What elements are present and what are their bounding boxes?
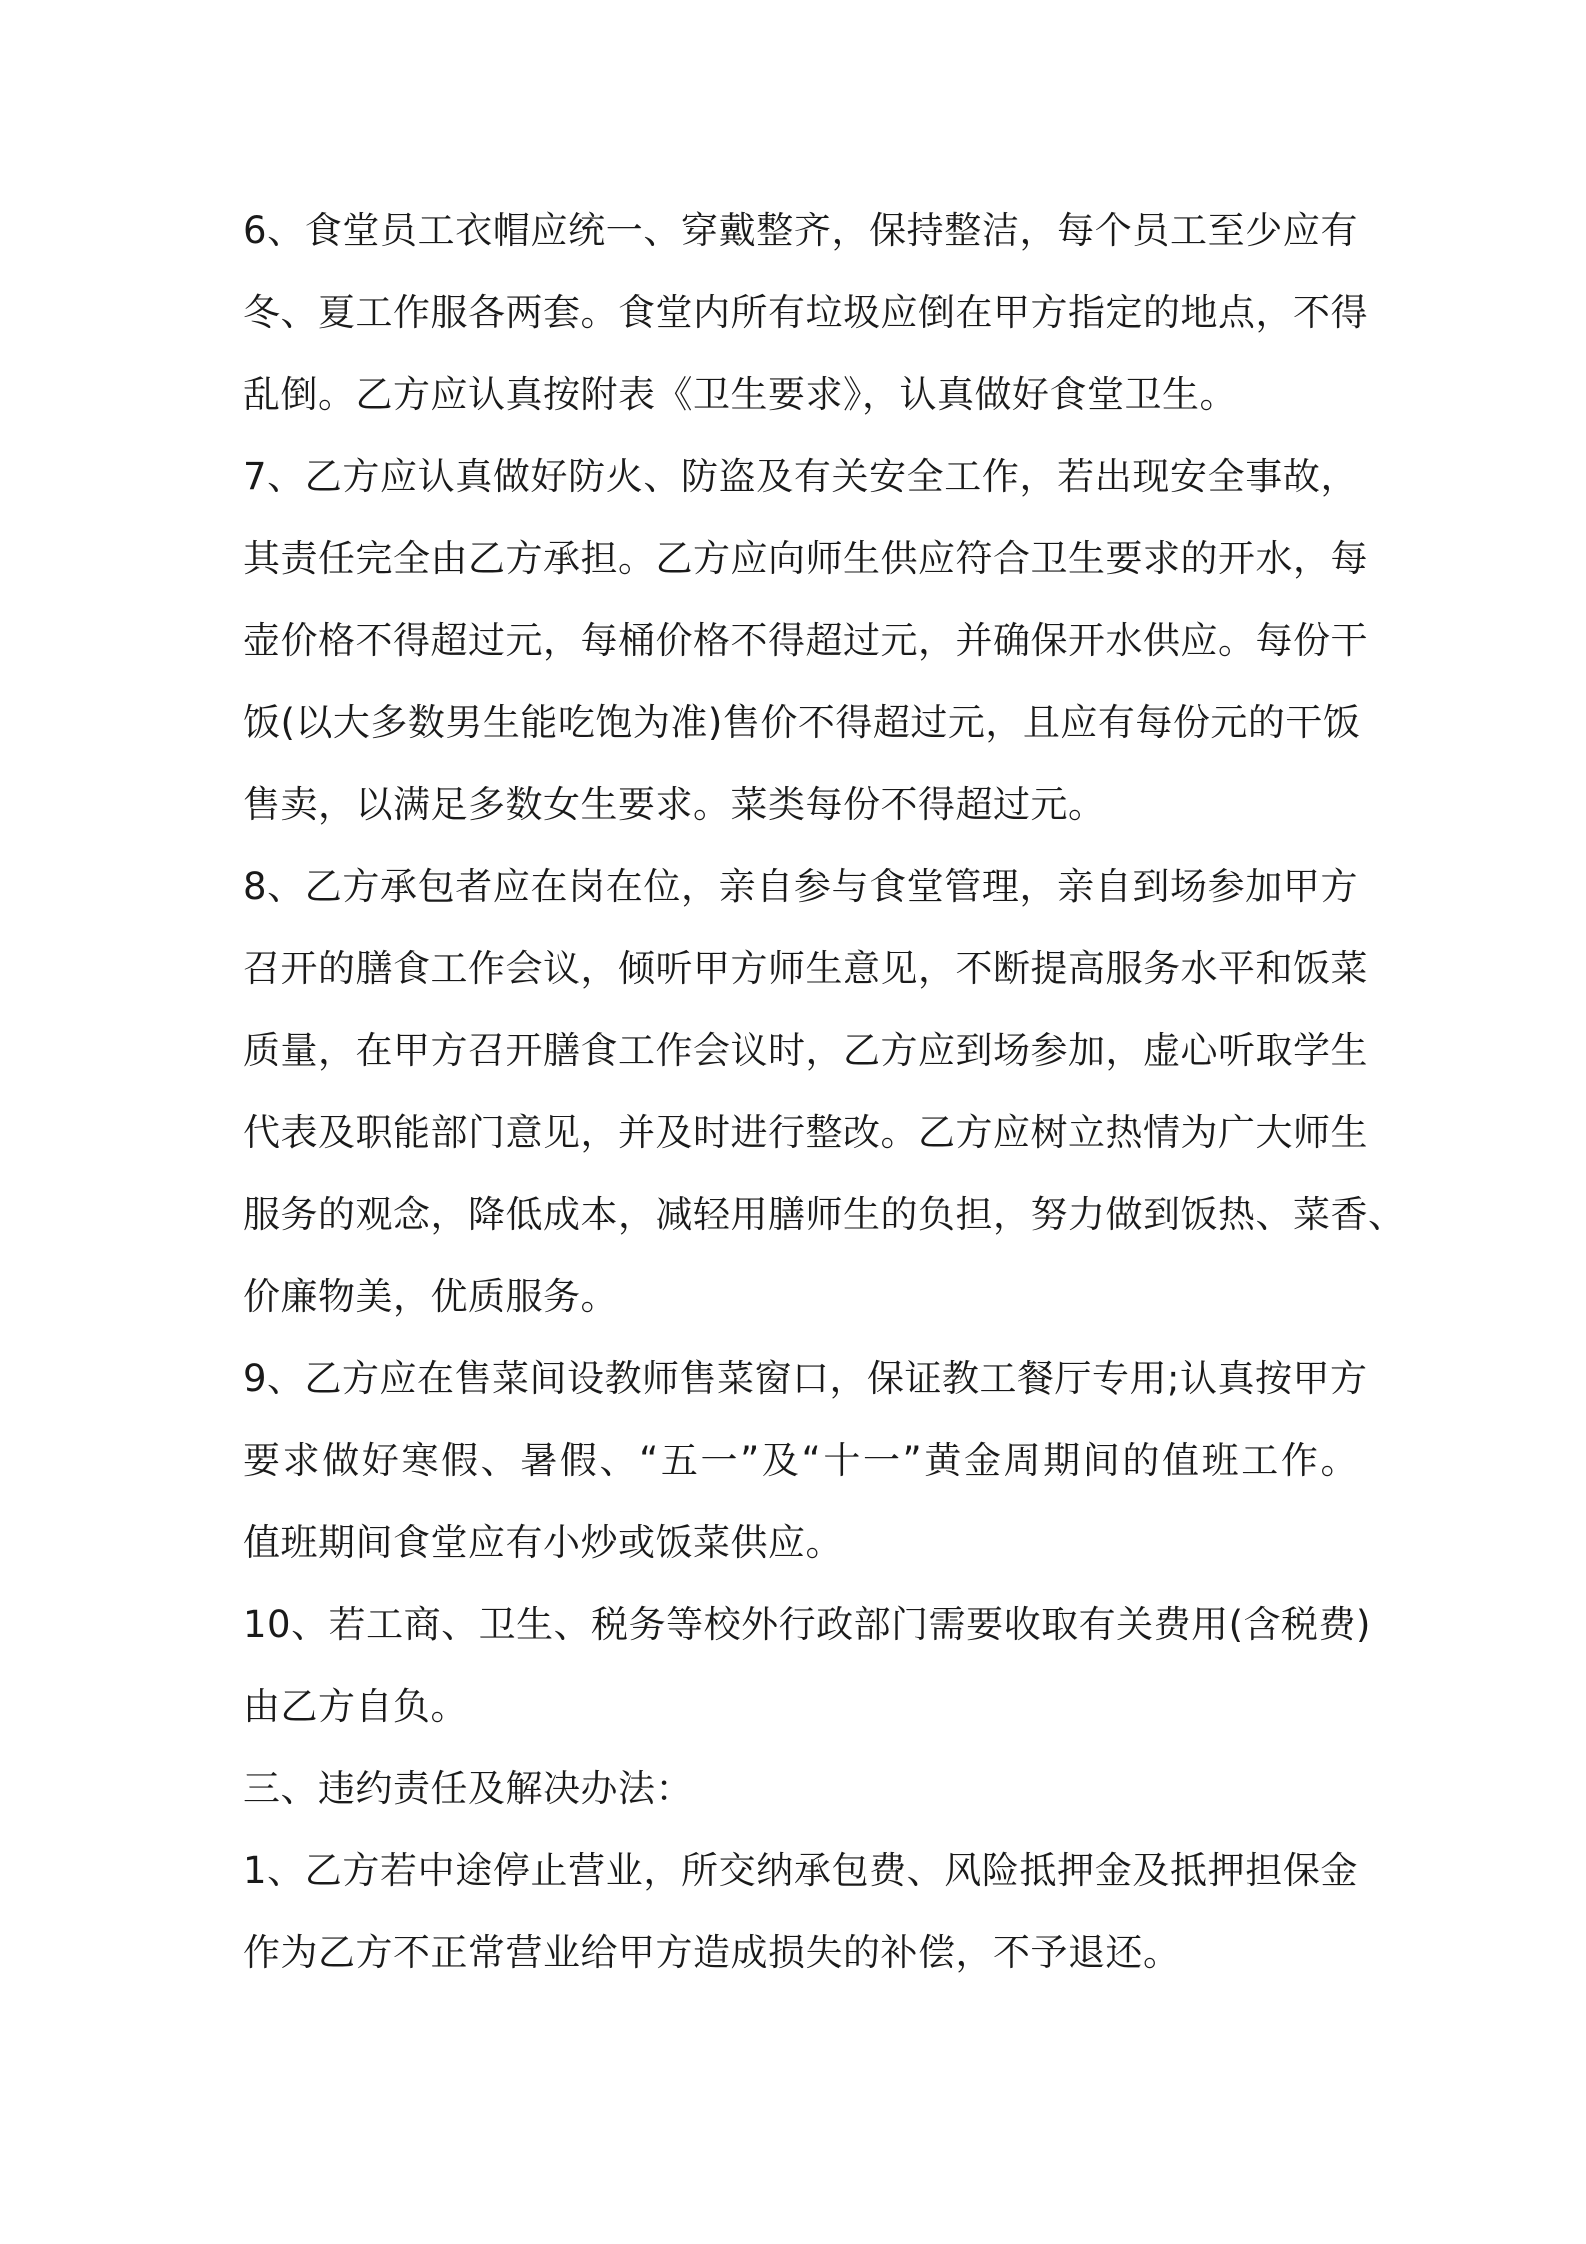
text-line: 7、乙方应认真做好防火、防盗及有关安全工作，若出现安全事故， — [243, 455, 1358, 498]
text-line: 饭(以大多数男生能吃饱为准)售价不得超过元，且应有每份元的干饭 — [243, 701, 1361, 744]
text-line: 1、乙方若中途停止营业，所交纳承包费、风险抵押金及抵押担保金 — [243, 1849, 1358, 1892]
text-line: 9、乙方应在售菜间设教师售菜窗口，保证教工餐厅专用;认真按甲方 — [243, 1357, 1368, 1400]
text-line: 10、若工商、卫生、税务等校外行政部门需要收取有关费用(含税费) — [243, 1603, 1371, 1646]
text-line: 乱倒。乙方应认真按附表《卫生要求》，认真做好食堂卫生。 — [243, 373, 1237, 416]
text-line: 作为乙方不正常营业给甲方造成损失的补偿，不予退还。 — [243, 1931, 1181, 1974]
text-line: 服务的观念，降低成本，减轻用膳师生的负担，努力做到饭热、菜香、 — [243, 1193, 1406, 1236]
text-line: 代表及职能部门意见，并及时进行整改。乙方应树立热情为广大师生 — [243, 1111, 1368, 1154]
text-line: 要求做好寒假、暑假、“五一”及“十一”黄金周期间的值班工作。 — [243, 1439, 1358, 1482]
document-body — [243, 190, 1406, 1994]
text-line: 6、食堂员工衣帽应统一、穿戴整齐，保持整洁，每个员工至少应有 — [243, 209, 1358, 252]
text-line: 由乙方自负。 — [243, 1685, 468, 1728]
text-line: 质量，在甲方召开膳食工作会议时，乙方应到场参加，虚心听取学生 — [243, 1029, 1368, 1072]
text-line: 售卖，以满足多数女生要求。菜类每份不得超过元。 — [243, 783, 1106, 826]
text-line: 壶价格不得超过元，每桶价格不得超过元，并确保开水供应。每份干 — [243, 619, 1368, 662]
text-line: 召开的膳食工作会议，倾听甲方师生意见，不断提高服务水平和饭菜 — [243, 947, 1368, 990]
section-heading: 三、违约责任及解决办法： — [243, 1767, 693, 1810]
text-line: 冬、夏工作服各两套。食堂内所有垃圾应倒在甲方指定的地点，不得 — [243, 291, 1368, 334]
text-line: 价廉物美，优质服务。 — [243, 1275, 618, 1318]
text-line: 8、乙方承包者应在岗在位，亲自参与食堂管理，亲自到场参加甲方 — [243, 865, 1358, 908]
text-line: 其责任完全由乙方承担。乙方应向师生供应符合卫生要求的开水，每 — [243, 537, 1368, 580]
text-line: 值班期间食堂应有小炒或饭菜供应。 — [243, 1521, 843, 1564]
